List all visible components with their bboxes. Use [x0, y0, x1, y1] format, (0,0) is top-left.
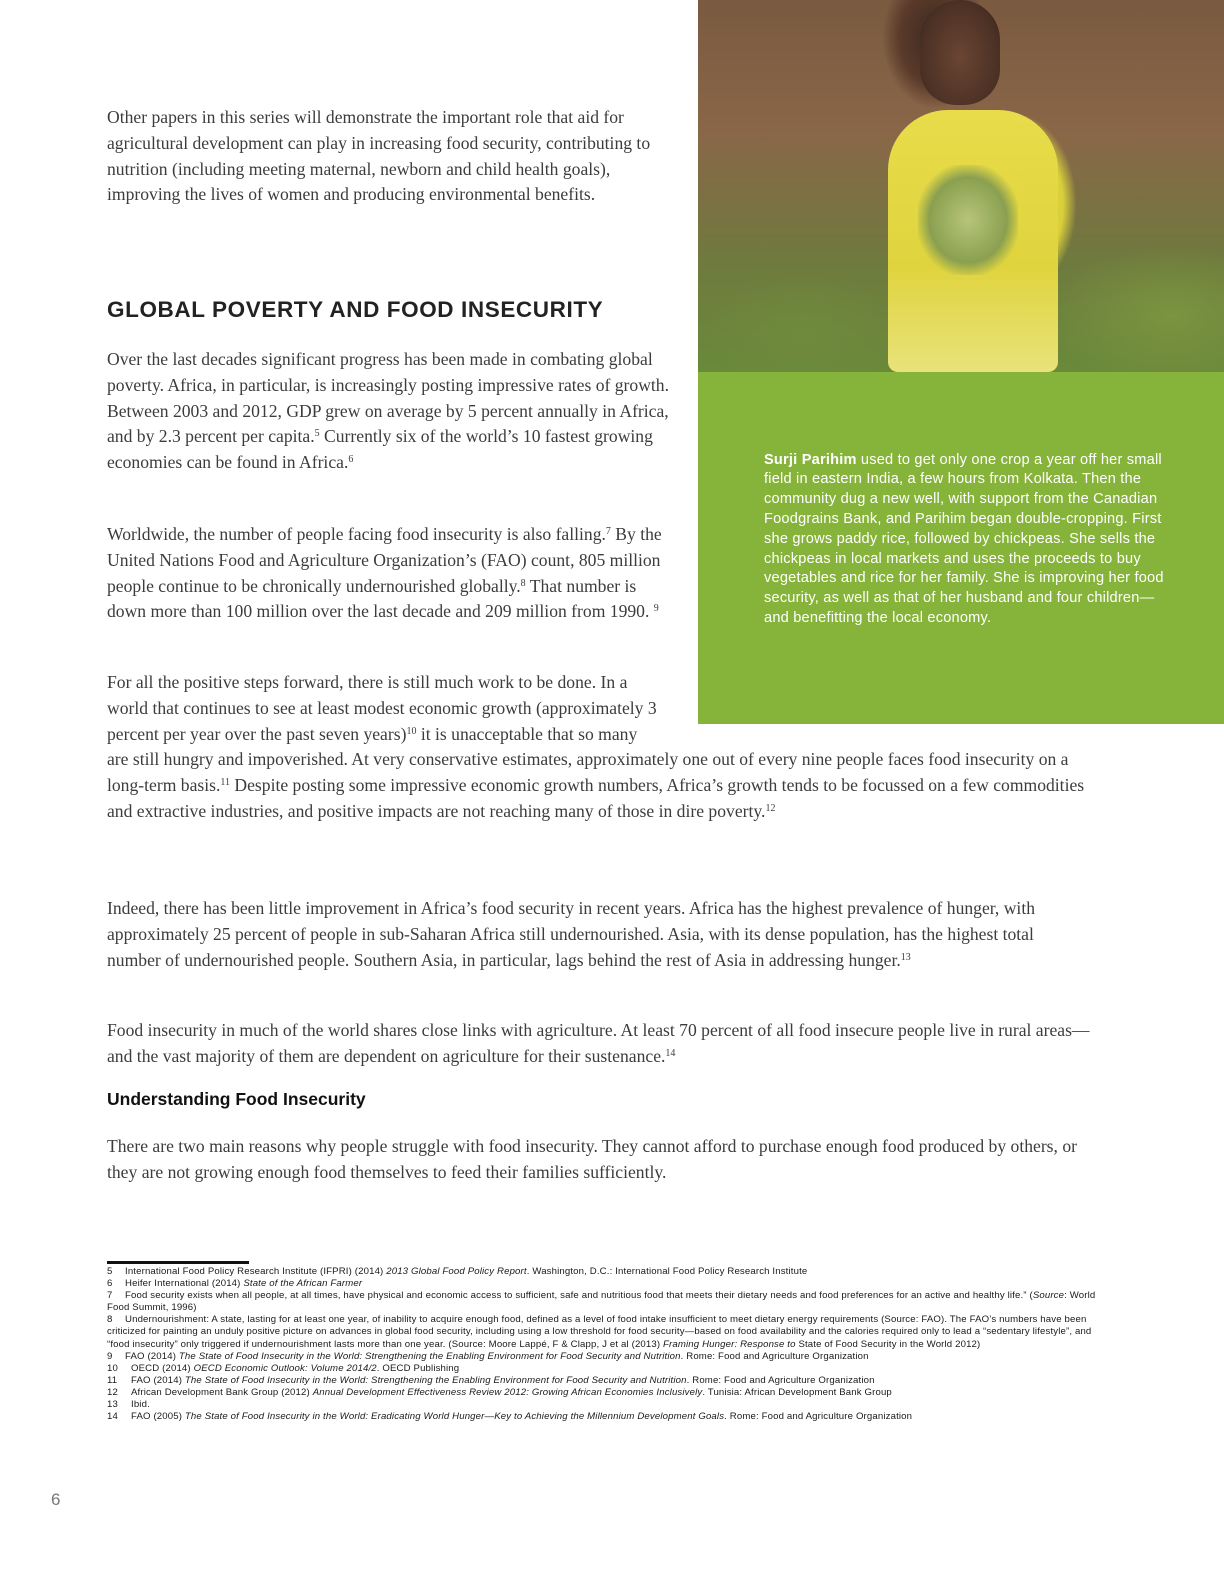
paragraph-africa-hunger — [107, 896, 1092, 973]
footnote-ref[interactable]: 8 — [520, 577, 526, 589]
footnote-title: The State of Food Insecurity in the World: Strengthening the Enabling Environment for Food Security and Nutrition — [178, 1350, 681, 1362]
footnote-ref[interactable]: 12 — [765, 802, 776, 814]
footnote-number: 12 — [107, 1386, 118, 1398]
footnote-text: African Development Bank Group (2012) — [131, 1386, 313, 1398]
footnote-number: 13 — [107, 1399, 118, 1411]
footnote-text: Food security exists when all people, at all times, have physical and economic access to sufficient, safe and nutritious food that meets their dietary needs and food preferences for an active and healthy life.” ( — [125, 1290, 1033, 1302]
page-number: 6 — [51, 1490, 61, 1509]
footnote-title: Source — [1032, 1290, 1065, 1302]
footnote-text: International Food Policy Research Institute (IFPRI) (2014) — [125, 1266, 387, 1277]
paragraph-poverty-progress — [107, 347, 679, 476]
footnote-ref[interactable]: 6 — [348, 454, 354, 466]
footnote-ref[interactable]: 13 — [900, 951, 911, 963]
footnote-item — [107, 1363, 1107, 1375]
paragraph-work-to-be-done-wrapper — [107, 670, 1092, 825]
paragraph-text: Food insecurity in much of the world shares close links with agriculture. At least 70 percent of all food insecure people live in rural areas—and the vast majority of them are dependent on agriculture for their sustenance. — [107, 1020, 1090, 1066]
footnote-ref[interactable]: 5 — [314, 428, 320, 440]
caption-wrap-spacer — [662, 670, 1092, 724]
photo-chickpea-plants — [918, 165, 1018, 275]
footnote-number: 5 — [107, 1266, 113, 1277]
footnote-item — [107, 1266, 1107, 1278]
footnote-text: . Tunisia: African Development Bank Group — [702, 1386, 892, 1398]
footnote-number: 6 — [107, 1278, 113, 1290]
footnote-item — [107, 1314, 1107, 1350]
footnote-text: FAO (2014) — [125, 1350, 179, 1362]
footnote-ref[interactable]: 10 — [406, 725, 417, 737]
paragraph-text: Currently six of the world’s 10 fastest growing economies can be found in Africa. — [107, 426, 653, 473]
intro-paragraph: Other papers in this series will demonstrate the important role that aid for agricultural development can play in increasing food security, contributing to nutrition (including meeting maternal, newborn and child health goals), improving the lives of women and producing environmental benefits. — [107, 107, 651, 205]
paragraph-two-reasons: There are two main reasons why people struggle with food insecurity. They cannot afford to purchase enough food produced by others, or they are not growing enough food themselves to feed their families sufficiently. — [107, 1136, 1077, 1182]
footnote-divider — [107, 1261, 249, 1264]
caption-body: used to get only one crop a year off her small field in eastern India, a few hours from Kolkata. Then the community dug a new well, with support from the Canadian Foodgrains Bank, and Parihim began double-cropping. First she grows paddy rice, followed by chickpeas. She sells the chickpeas in local markets and uses the proceeds to buy vegetables and rice for her family. She is improving her food security, as well as that of her husband and four children—and benefitting the local economy. — [764, 451, 1164, 626]
footnote-item — [107, 1399, 1107, 1411]
footnote-text: State of Food Security in the World 2012) — [795, 1338, 981, 1350]
footnote-item — [107, 1375, 1107, 1387]
paragraph-text: That number is down more than 100 million over the last decade and 209 million from 1990. — [107, 575, 654, 622]
footnote-title: Framing Hunger: Response to — [663, 1338, 796, 1350]
section-heading: GLOBAL POVERTY AND FOOD INSECURITY — [107, 297, 604, 322]
footnote-title: The State of Food Insecurity in the World: Strengthening the Enabling Environment for Food Security and Nutrition — [184, 1374, 687, 1386]
footnote-title: The State of Food Insecurity in the World: Eradicating World Hunger—Key to Achieving the Millennium Development Goals — [184, 1411, 725, 1423]
footnote-item — [107, 1290, 1107, 1314]
photo-subject-head — [920, 0, 1000, 105]
footnote-ref[interactable]: 14 — [665, 1047, 676, 1059]
footnote-text: FAO (2005) — [131, 1411, 185, 1423]
footnote-text: . Rome: Food and Agriculture Organization — [724, 1411, 913, 1423]
footnote-title: 2013 Global Food Policy Report — [386, 1266, 527, 1277]
footnote-item — [107, 1387, 1107, 1399]
footnote-title: State of the African Farmer — [243, 1278, 363, 1290]
footnote-number: 10 — [107, 1362, 118, 1374]
footnote-ref[interactable]: 9 — [653, 603, 659, 615]
footnote-number: 8 — [107, 1314, 113, 1326]
paragraph-text: Despite posting some impressive economic growth numbers, Africa’s growth tends to be focussed on a few commodities and extractive industries, and positive impacts are not reaching many of those in dire poverty. — [107, 775, 1085, 821]
footnote-number: 11 — [107, 1374, 118, 1386]
photo-caption — [764, 451, 1164, 629]
subsection-heading: Understanding Food Insecurity — [107, 1089, 366, 1109]
footnote-item — [107, 1278, 1107, 1290]
footnote-item — [107, 1351, 1107, 1363]
footnote-text: . Rome: Food and Agriculture Organization — [680, 1350, 869, 1362]
footnote-text: OECD (2014) — [131, 1362, 194, 1374]
caption-person-name: Surji Parihim — [764, 451, 857, 468]
footnote-text: Ibid. — [131, 1399, 150, 1411]
footnote-text: Undernourishment: A state, lasting for at least one year, of inability to acquire enough food, defined as a level of food intake insufficient to meet dietary energy requirements (Source: FAO). The FAO’s numbers have been criticized for painting an unduly positive picture on advances in global food security, including using a low threshold for food security—based on food availability and the calories required only to lead a “sedentary lifestyle”, and “food insecurity” only triggered if undernourishment lasts more than one year. (Source: Moore Lappé, F & Clapp, J et al (2013) — [107, 1314, 1092, 1350]
footnote-ref[interactable]: 11 — [220, 777, 231, 789]
footnote-text: . Washington, D.C.: International Food Policy Research Institute — [526, 1266, 808, 1277]
paragraph-text: For all the positive steps forward, there is still much work to be done. In a world that continues to see at least modest economic growth (approximately 3 percent per year over the past seven years) — [107, 672, 657, 744]
paragraph-agriculture-links — [107, 1018, 1092, 1070]
paragraph-text: Worldwide, the number of people facing food insecurity is also falling. — [107, 524, 606, 544]
paragraph-text: it is unacceptable that so many are still hungry and impoverished. At very conservative estimates, approximately one out of every nine people faces food insecurity on a long-term basis. — [107, 723, 1069, 796]
footnote-text: Heifer International (2014) — [125, 1278, 244, 1290]
paragraph-food-insecurity-falling — [107, 522, 679, 625]
footnotes-list — [107, 1266, 1107, 1423]
footnote-number: 7 — [107, 1290, 113, 1302]
footnote-text: . Rome: Food and Agriculture Organization — [686, 1374, 875, 1386]
photo-woman-in-field — [698, 0, 1224, 372]
footnote-title: OECD Economic Outlook: Volume 2014/2 — [193, 1362, 377, 1374]
paragraph-text: Indeed, there has been little improvement in Africa’s food security in recent years. Africa has the highest prevalence of hunger, with approximately 25 percent of people in sub-Saharan Africa still undernourished. Asia, with its dense population, has the highest total number of undernourished people. Southern Asia, in particular, lags behind the rest of Asia in addressing hunger. — [107, 898, 1036, 970]
paragraph-text: Over the last decades significant progress has been made in combating global poverty. Africa, in particular, is increasingly posting impressive rates of growth. Between 2003 and 2012, GDP grew on average by 5 percent annually in Africa, and by 2.3 percent per capita. — [107, 349, 669, 447]
footnote-item — [107, 1411, 1107, 1423]
paragraph-text: By the United Nations Food and Agriculture Organization’s (FAO) count, 805 million people continue to be chronically undernourished globally. — [107, 524, 662, 596]
footnote-text: FAO (2014) — [131, 1374, 185, 1386]
footnote-number: 14 — [107, 1411, 118, 1423]
footnote-title: Annual Development Effectiveness Review 2012: Growing African Economies Inclusively — [312, 1386, 703, 1398]
footnote-number: 9 — [107, 1350, 113, 1362]
footnote-text: . OECD Publishing — [376, 1362, 460, 1374]
footnote-ref[interactable]: 7 — [605, 526, 611, 537]
footnote-text: : World Food Summit, 1996) — [107, 1290, 1096, 1314]
